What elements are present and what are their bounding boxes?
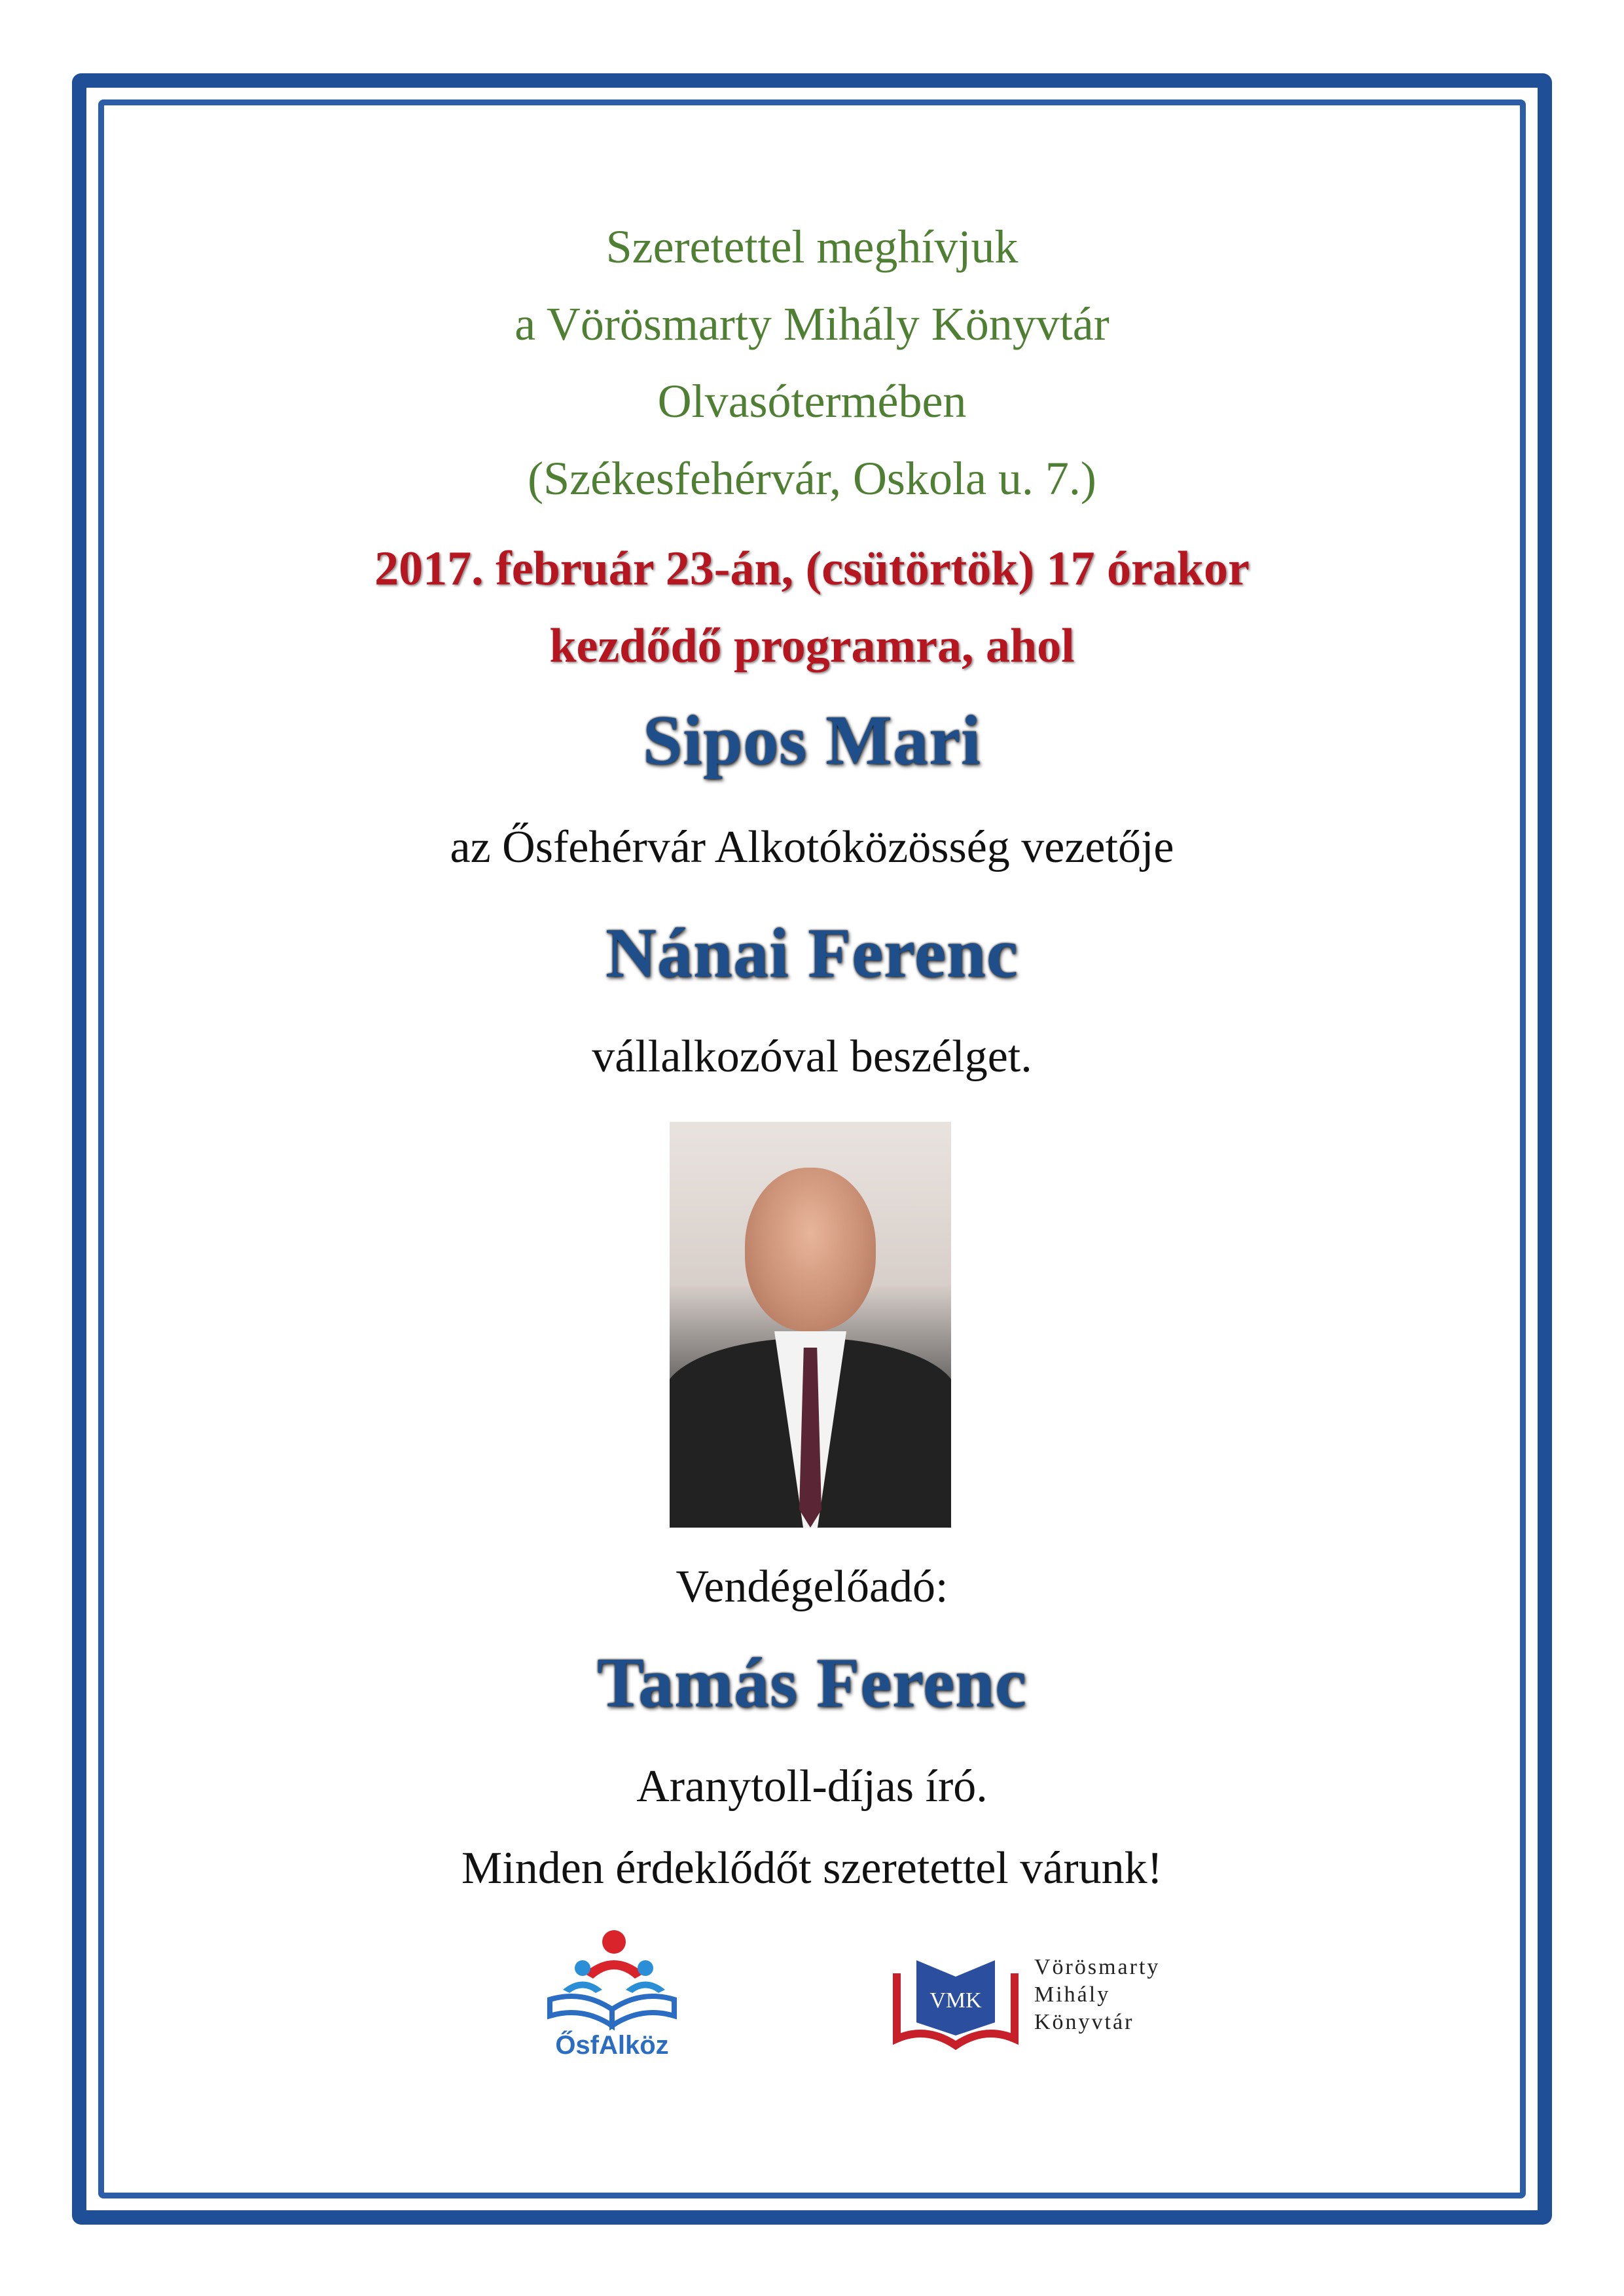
vmk-wordmark-line: Vörösmarty [1034,1955,1161,1979]
date-line: 2017. február 23-án, (csütörtök) 17 órakor [374,542,1250,596]
vmk-library-logo [890,1954,1204,2052]
guest-speaker-role: Aranytoll-díjas író. [636,1761,988,1812]
intro-line: a Vörösmarty Mihály Könyvtár [514,298,1110,350]
host-name: Sipos Mari [642,702,982,780]
guest-speaker-label: Vendégelőadó: [676,1562,948,1612]
vmk-monogram: VMK [929,1988,982,2013]
guest-name: Nánai Ferenc [605,914,1019,992]
guest-speaker-name: Tamás Ferenc [597,1644,1027,1722]
guest-portrait-photo [670,1122,951,1528]
osfalkoz-label: ŐsfAlköz [555,2031,669,2060]
date-block [131,530,1493,685]
vmk-wordmark-line: Mihály [1034,1982,1111,2007]
intro-line: Olvasótermében [657,375,967,427]
program-line: kezdődő programra, ahol [549,619,1075,673]
open-book-people-icon [537,1928,687,2032]
osfalkoz-logo [537,1928,687,2065]
closing-line: Minden érdeklődőt szeretettel várunk! [461,1843,1163,1893]
host-role: az Ősfehérvár Alkotóközösség vezetője [450,822,1174,872]
intro-line: (Székesfehérvár, Oskola u. 7.) [528,452,1096,505]
intro-line: Szeretettel meghívjuk [605,221,1019,273]
vmk-wordmark-line: Könyvtár [1034,2010,1134,2034]
guest-role: vállalkozóval beszélget. [592,1031,1032,1082]
vmk-wordmark [1034,1954,1218,2036]
intro-block [131,208,1493,517]
portrait-head [745,1168,876,1331]
vmk-book-icon [890,1954,1021,2052]
